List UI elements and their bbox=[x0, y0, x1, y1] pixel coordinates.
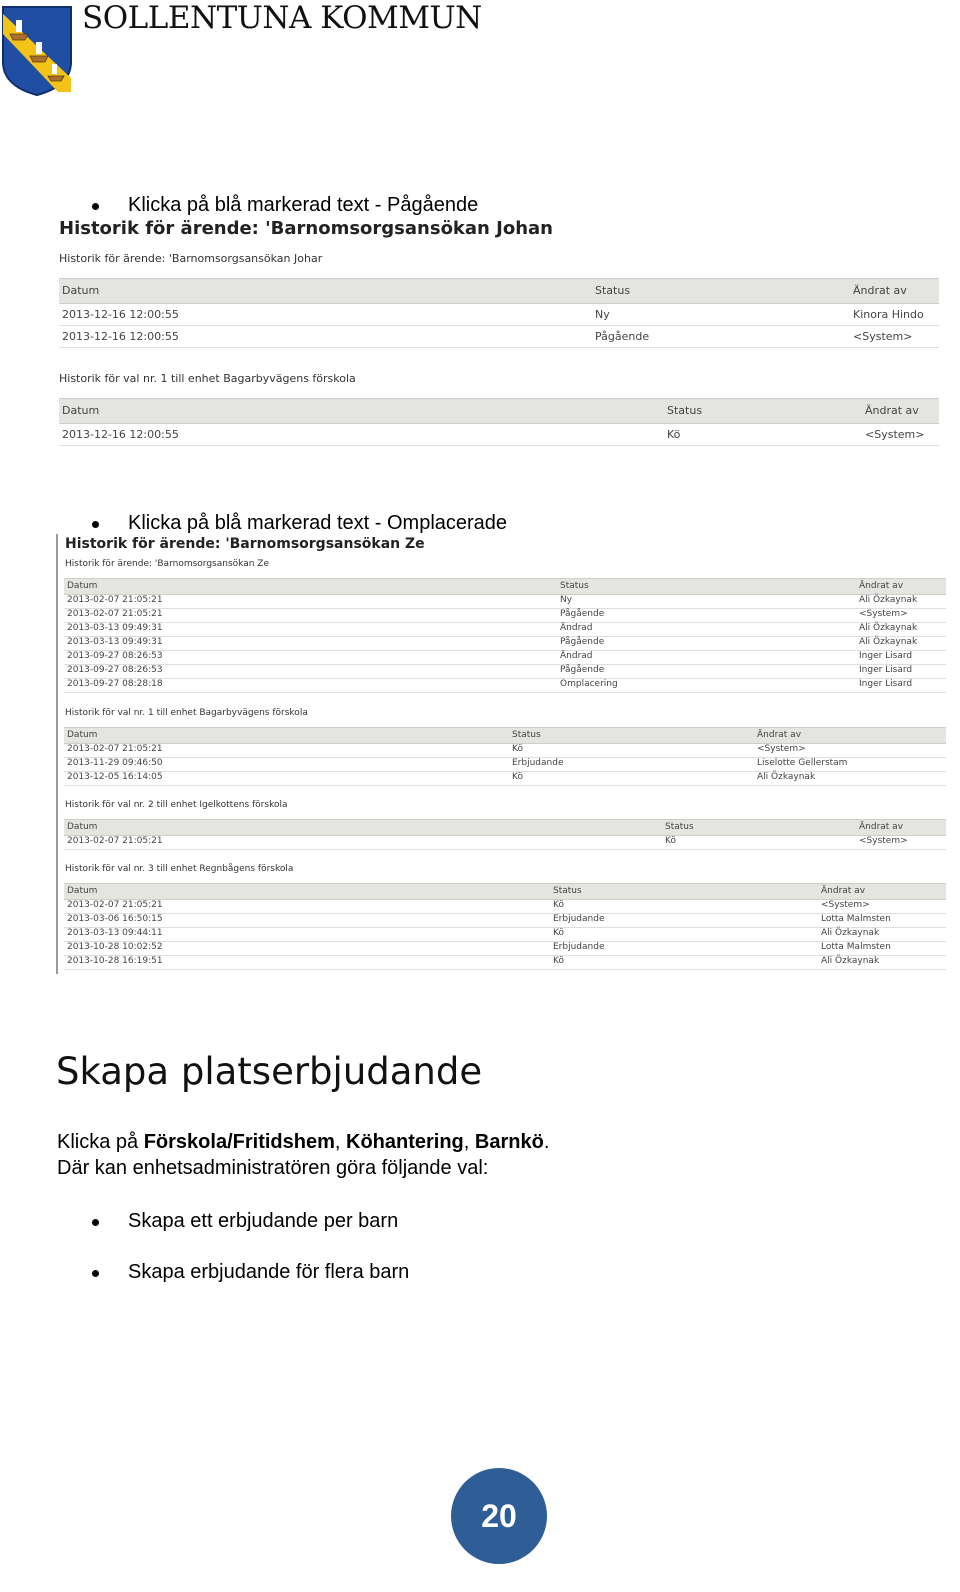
cell-changed-by: Ali Özkaynak bbox=[821, 956, 880, 966]
cell-date: 2013-10-28 16:19:51 bbox=[67, 956, 163, 966]
column-header-changed-by: Ändrat av bbox=[859, 581, 904, 591]
cell-status: Erbjudande bbox=[553, 942, 605, 952]
table-row bbox=[64, 608, 946, 623]
cell-status: Ny bbox=[595, 308, 610, 321]
cell-status: Erbjudande bbox=[512, 758, 564, 768]
section-label: Historik för val nr. 1 till enhet Bagarbyvägens förskola bbox=[65, 708, 308, 718]
cell-date: 2013-03-13 09:49:31 bbox=[67, 623, 163, 633]
screenshot-title: Historik för ärende: 'Barnomsorgsansökan Ze bbox=[65, 536, 425, 552]
cell-date: 2013-12-05 16:14:05 bbox=[67, 772, 163, 782]
separator: , bbox=[463, 1131, 475, 1153]
cell-date: 2013-09-27 08:28:18 bbox=[67, 679, 163, 689]
section-label: Historik för val nr. 1 till enhet Bagarbyvägens förskola bbox=[59, 372, 356, 385]
cell-date: 2013-02-07 21:05:21 bbox=[67, 900, 163, 910]
table-row bbox=[64, 899, 946, 914]
table-header bbox=[64, 883, 946, 900]
cell-status: Pågående bbox=[560, 637, 605, 647]
history-table bbox=[64, 819, 946, 853]
column-header-status: Status bbox=[665, 822, 694, 832]
cell-status: Ändrad bbox=[560, 623, 593, 633]
page-number-badge: 20 bbox=[451, 1468, 547, 1564]
cell-date: 2013-03-13 09:49:31 bbox=[67, 637, 163, 647]
table-row bbox=[64, 594, 946, 609]
cell-changed-by: <System> bbox=[865, 428, 925, 441]
cell-date: 2013-02-07 21:05:21 bbox=[67, 744, 163, 754]
table-row bbox=[64, 622, 946, 637]
column-header-status: Status bbox=[512, 730, 541, 740]
cell-changed-by: Lotta Malmsten bbox=[821, 914, 891, 924]
bullet-text: Klicka på blå markerad text - Pågående bbox=[128, 194, 479, 216]
column-header-date: Datum bbox=[62, 284, 100, 297]
table-header bbox=[59, 398, 939, 424]
column-header-date: Datum bbox=[67, 581, 98, 591]
screenshot-subtitle: Historik för ärende: 'Barnomsorgsansökan Johar bbox=[59, 252, 323, 265]
cell-changed-by: Inger Lisard bbox=[859, 665, 913, 675]
table-row bbox=[64, 650, 946, 665]
table-row bbox=[64, 664, 946, 679]
table-row bbox=[64, 678, 946, 693]
bullet-dot bbox=[92, 1219, 99, 1226]
table-row bbox=[59, 424, 939, 446]
cell-status: Kö bbox=[667, 428, 681, 441]
section-label: Historik för val nr. 3 till enhet Regnbågens förskola bbox=[65, 864, 294, 874]
description-paragraph: Där kan enhetsadministratören göra följande val: bbox=[57, 1157, 489, 1179]
separator: , bbox=[334, 1131, 346, 1153]
cell-changed-by: Inger Lisard bbox=[859, 679, 913, 689]
column-header-date: Datum bbox=[67, 822, 98, 832]
cell-date: 2013-09-27 08:26:53 bbox=[67, 665, 163, 675]
table-row bbox=[64, 757, 946, 772]
column-header-status: Status bbox=[553, 886, 582, 896]
bullet-text: Klicka på blå markerad text - Omplacerade bbox=[128, 512, 508, 534]
cell-date: 2013-10-28 10:02:52 bbox=[67, 942, 163, 952]
cell-date: 2013-03-06 16:50:15 bbox=[67, 914, 163, 924]
cell-status: Kö bbox=[665, 836, 676, 846]
cell-changed-by: Ali Özkaynak bbox=[859, 623, 918, 633]
organization-name: SOLLENTUNA KOMMUN bbox=[82, 0, 482, 36]
cell-status: Ny bbox=[560, 595, 573, 605]
table-header bbox=[64, 578, 946, 595]
cell-changed-by: Inger Lisard bbox=[859, 651, 913, 661]
cell-changed-by: Liselotte Gellerstam bbox=[757, 758, 848, 768]
table-row bbox=[64, 771, 946, 786]
instruction-prefix: Klicka på bbox=[57, 1131, 144, 1153]
table-header bbox=[64, 819, 946, 836]
cell-status: Pågående bbox=[560, 665, 605, 675]
column-header-status: Status bbox=[560, 581, 589, 591]
cell-changed-by: <System> bbox=[859, 609, 908, 619]
column-header-changed-by: Ändrat av bbox=[859, 822, 904, 832]
cell-date: 2013-12-16 12:00:55 bbox=[62, 330, 179, 343]
menu-path-preschool: Förskola/Fritidshem bbox=[143, 1131, 335, 1153]
cell-changed-by: <System> bbox=[853, 330, 913, 343]
instruction-paragraph bbox=[57, 1131, 549, 1154]
cell-date: 2013-12-16 12:00:55 bbox=[62, 308, 179, 321]
column-header-status: Status bbox=[595, 284, 631, 297]
screenshot-title: Historik för ärende: 'Barnomsorgsansökan Johan bbox=[59, 218, 553, 239]
menu-path-queue-management: Köhantering bbox=[346, 1131, 464, 1153]
section-heading: Skapa platserbjudande bbox=[56, 1050, 483, 1093]
history-table bbox=[64, 578, 946, 696]
cell-date: 2013-09-27 08:26:53 bbox=[67, 651, 163, 661]
table-row bbox=[64, 941, 946, 956]
table-row bbox=[64, 835, 946, 850]
menu-path-child-queue: Barnkö bbox=[474, 1131, 544, 1153]
cell-date: 2013-02-07 21:05:21 bbox=[67, 595, 163, 605]
cell-changed-by: <System> bbox=[757, 744, 806, 754]
bullet-dot bbox=[92, 203, 99, 210]
column-header-date: Datum bbox=[67, 886, 98, 896]
cell-changed-by: <System> bbox=[859, 836, 908, 846]
table-row bbox=[64, 913, 946, 928]
history-screenshot-relocated bbox=[56, 534, 946, 974]
table-row bbox=[64, 955, 946, 970]
history-table bbox=[59, 278, 939, 354]
column-header-date: Datum bbox=[62, 404, 100, 417]
cell-status: Kö bbox=[512, 744, 523, 754]
bullet-text: Skapa erbjudande för flera barn bbox=[128, 1261, 410, 1283]
cell-changed-by: Kinora Hindo bbox=[853, 308, 924, 321]
cell-date: 2013-11-29 09:46:50 bbox=[67, 758, 163, 768]
cell-status: Pågående bbox=[595, 330, 650, 343]
bullet-dot bbox=[92, 1270, 99, 1277]
table-row bbox=[59, 326, 939, 348]
instruction-suffix: . bbox=[543, 1131, 550, 1153]
column-header-changed-by: Ändrat av bbox=[757, 730, 802, 740]
cell-changed-by: Ali Özkaynak bbox=[859, 637, 918, 647]
municipal-coat-of-arms-logo bbox=[0, 4, 74, 96]
cell-changed-by: Ali Özkaynak bbox=[859, 595, 918, 605]
cell-date: 2013-02-07 21:05:21 bbox=[67, 609, 163, 619]
table-header bbox=[64, 727, 946, 744]
history-screenshot-ongoing bbox=[56, 216, 940, 452]
column-header-date: Datum bbox=[67, 730, 98, 740]
cell-date: 2013-12-16 12:00:55 bbox=[62, 428, 179, 441]
cell-status: Kö bbox=[553, 900, 564, 910]
cell-status: Kö bbox=[553, 956, 564, 966]
column-header-changed-by: Ändrat av bbox=[865, 404, 919, 417]
table-row bbox=[64, 636, 946, 651]
cell-changed-by: <System> bbox=[821, 900, 870, 910]
history-table bbox=[64, 727, 946, 789]
table-row bbox=[64, 927, 946, 942]
cell-status: Ändrad bbox=[560, 651, 593, 661]
column-header-changed-by: Ändrat av bbox=[853, 284, 907, 297]
cell-status: Kö bbox=[512, 772, 523, 782]
cell-date: 2013-02-07 21:05:21 bbox=[67, 836, 163, 846]
cell-changed-by: Lotta Malmsten bbox=[821, 942, 891, 952]
bullet-dot bbox=[92, 521, 99, 528]
cell-status: Omplacering bbox=[560, 679, 618, 689]
column-header-changed-by: Ändrat av bbox=[821, 886, 866, 896]
cell-changed-by: Ali Özkaynak bbox=[757, 772, 816, 782]
cell-status: Kö bbox=[553, 928, 564, 938]
table-header bbox=[59, 278, 939, 304]
history-table bbox=[59, 398, 939, 448]
screenshot-subtitle: Historik för ärende: 'Barnomsorgsansökan Ze bbox=[65, 559, 269, 569]
cell-date: 2013-03-13 09:44:11 bbox=[67, 928, 163, 938]
cell-status: Pågående bbox=[560, 609, 605, 619]
history-table bbox=[64, 883, 946, 973]
table-row bbox=[64, 743, 946, 758]
bullet-text: Skapa ett erbjudande per barn bbox=[128, 1210, 399, 1232]
section-label: Historik för val nr. 2 till enhet Igelkottens förskola bbox=[65, 800, 288, 810]
table-row bbox=[59, 304, 939, 326]
cell-changed-by: Ali Özkaynak bbox=[821, 928, 880, 938]
cell-status: Erbjudande bbox=[553, 914, 605, 924]
column-header-status: Status bbox=[667, 404, 703, 417]
